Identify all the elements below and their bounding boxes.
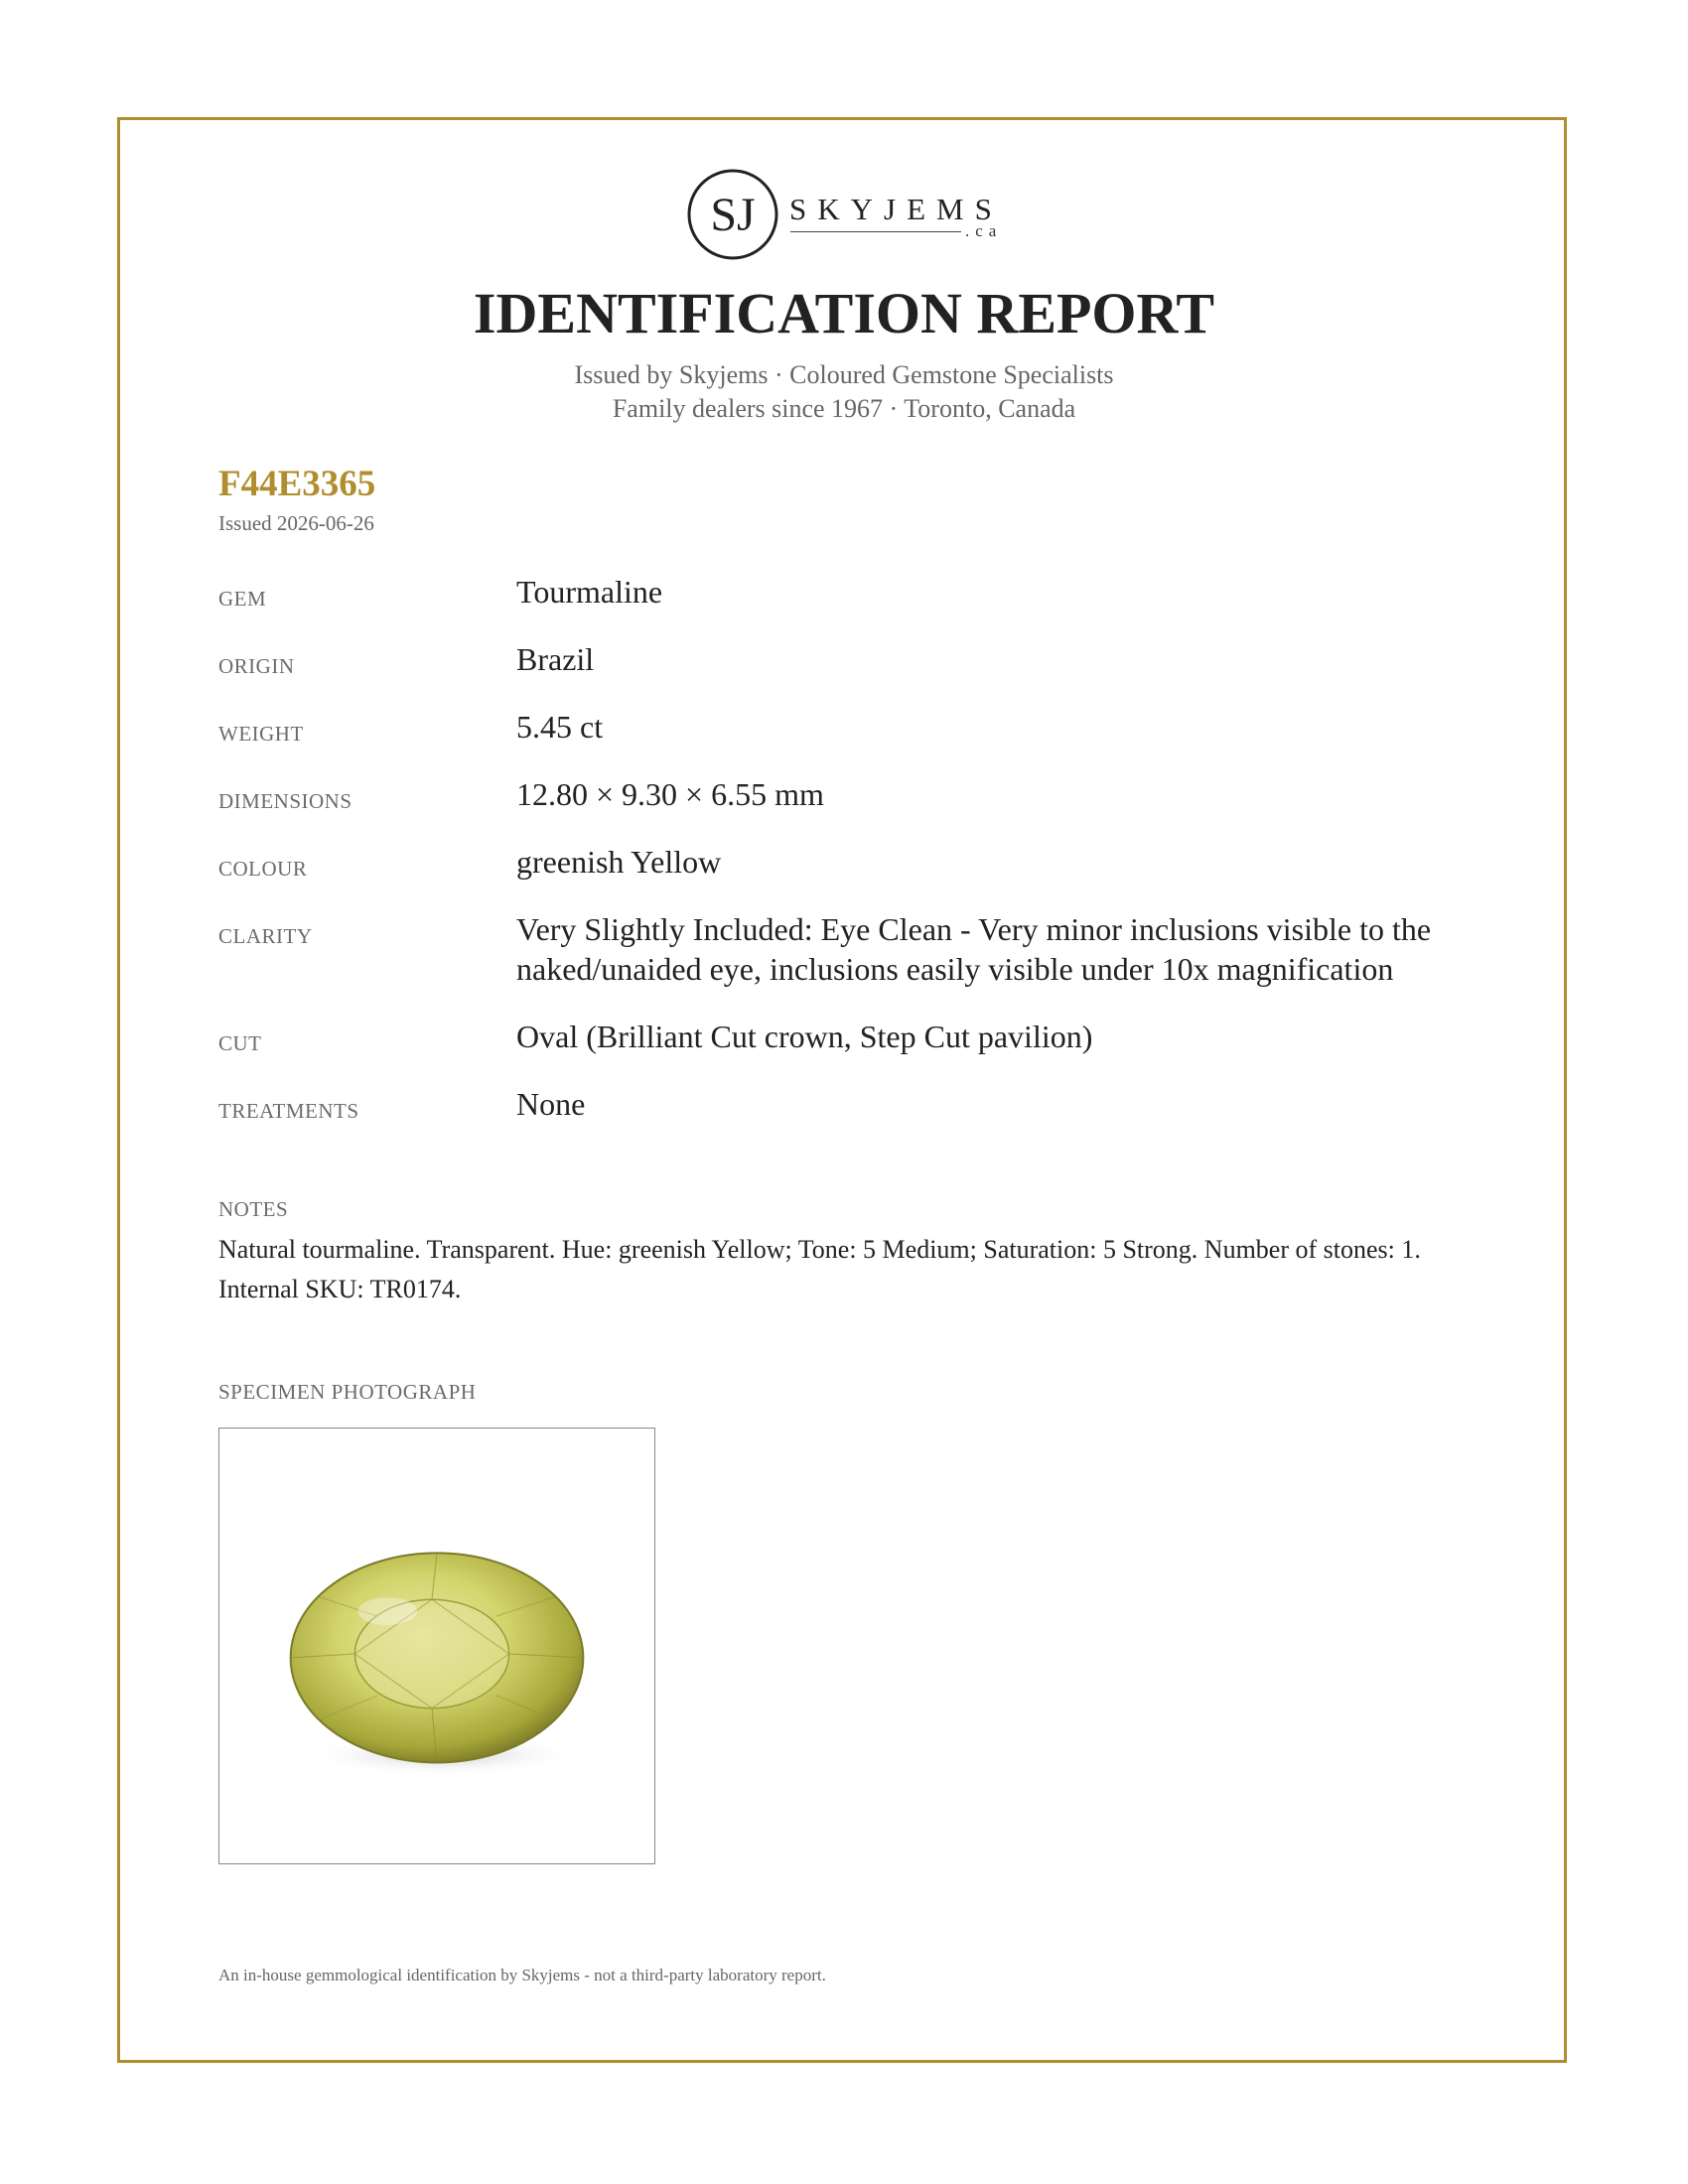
logo-rule <box>790 231 961 232</box>
field-value: Very Slightly Included: Eye Clean - Very minor inclusions visible to the naked/unaided eye, inclusions easily visible under 10x magnification <box>516 911 1432 987</box>
logo-wordmark: SKYJEMS <box>789 192 1003 226</box>
svg-text:SJ: SJ <box>710 189 756 241</box>
field-value: 12.80 × 9.30 × 6.55 mm <box>516 776 824 812</box>
field-value: None <box>516 1086 586 1122</box>
photo-label: SPECIMEN PHOTOGRAPH <box>218 1380 477 1404</box>
report-title: IDENTIFICATION REPORT <box>473 281 1215 345</box>
field-value: 5.45 ct <box>516 709 604 745</box>
field-label: WEIGHT <box>218 722 304 746</box>
field-label: COLOUR <box>218 857 308 881</box>
notes-text: Natural tourmaline. Transparent. Hue: greenish Yellow; Tone: 5 Medium; Saturation: 5 Strong. Number of stones: 1. Internal SKU: TR0174. <box>218 1235 1421 1303</box>
issue-date: Issued 2026-06-26 <box>218 511 374 535</box>
report-disclaimer: An in-house gemmological identification by Skyjems - not a third-party laboratory report. <box>218 1966 826 1984</box>
logo-tld: .ca <box>965 221 1003 240</box>
field-value: Tourmaline <box>516 574 663 610</box>
subtitle-location: Family dealers since 1967 · Toronto, Canada <box>612 394 1076 423</box>
field-label: CUT <box>218 1031 262 1055</box>
specimen-photograph <box>218 1428 655 1864</box>
field-label: ORIGIN <box>218 654 295 678</box>
field-label: TREATMENTS <box>218 1099 359 1123</box>
notes-label: NOTES <box>218 1197 289 1221</box>
field-label: DIMENSIONS <box>218 789 352 813</box>
field-value: Brazil <box>516 641 595 677</box>
subtitle-issuer: Issued by Skyjems · Coloured Gemstone Specialists <box>574 360 1114 389</box>
field-value: greenish Yellow <box>516 844 722 880</box>
report-number: F44E3365 <box>218 464 376 504</box>
field-value: Oval (Brilliant Cut crown, Step Cut pavilion) <box>516 1019 1093 1054</box>
field-label: GEM <box>218 587 267 611</box>
field-label: CLARITY <box>218 924 313 948</box>
oval-gemstone-icon <box>219 1429 654 1863</box>
